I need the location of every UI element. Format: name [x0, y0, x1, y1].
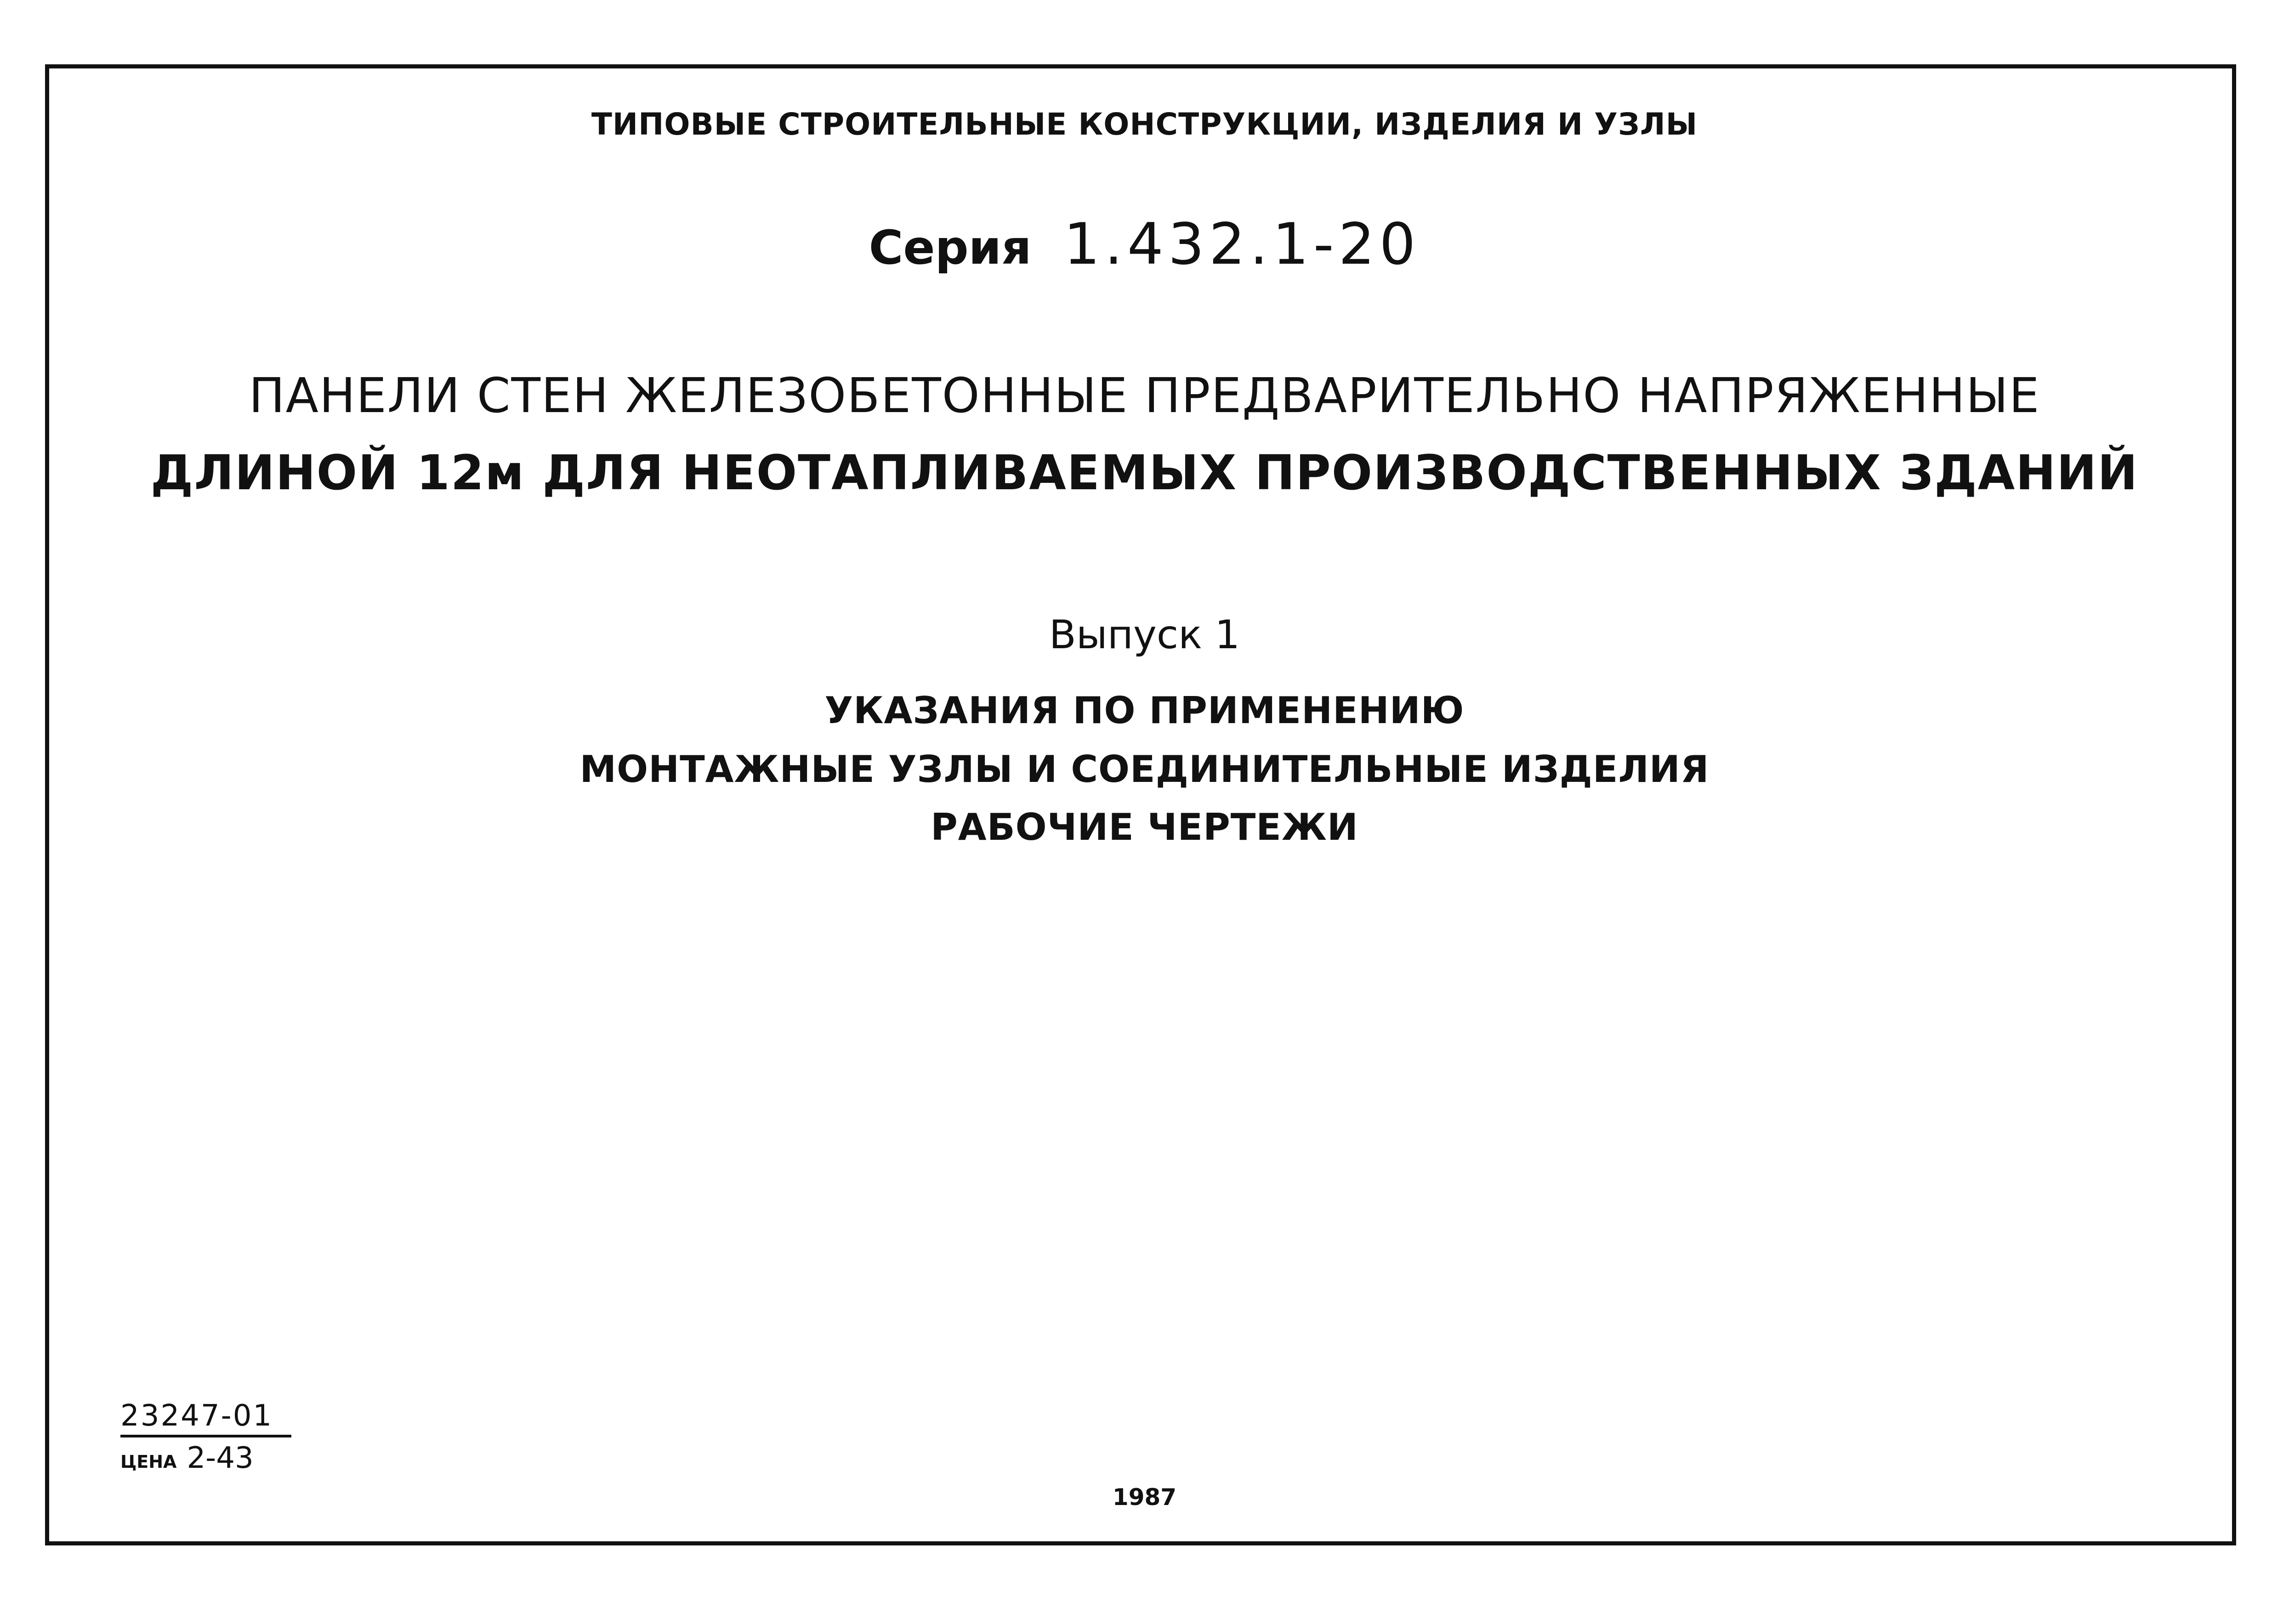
price-label: ЦЕНА: [120, 1452, 177, 1472]
series-line: [0, 211, 2289, 277]
catalog-code: 23247-01: [120, 1399, 291, 1437]
document-header: ТИПОВЫЕ СТРОИТЕЛЬНЫЕ КОНСТРУКЦИИ, ИЗДЕЛИЯ И УЗЛЫ: [591, 107, 1698, 142]
series-label: Серия: [869, 221, 1032, 275]
document-title-line-1: ПАНЕЛИ СТЕН ЖЕЛЕЗОБЕТОННЫЕ ПРЕДВАРИТЕЛЬНО НАПРЯЖЕННЫЕ: [249, 368, 2040, 424]
price-line: [120, 1441, 291, 1475]
document-title-line-2: ДЛИНОЙ 12м ДЛЯ НЕОТАПЛИВАЕМЫХ ПРОИЗВОДСТВЕННЫХ ЗДАНИЙ: [150, 445, 2139, 501]
page-border-frame: [45, 64, 2236, 1545]
series-number: 1.432.1-20: [1063, 211, 1420, 277]
subtitle-working-drawings: РАБОЧИЕ ЧЕРТЕЖИ: [931, 806, 1358, 849]
subtitle-assembly-units: МОНТАЖНЫЕ УЗЛЫ И СОЕДИНИТЕЛЬНЫЕ ИЗДЕЛИЯ: [579, 748, 1710, 791]
catalog-info: [120, 1399, 291, 1475]
issue-number: Выпуск 1: [1049, 612, 1240, 658]
subtitle-application-guidelines: УКАЗАНИЯ ПО ПРИМЕНЕНИЮ: [824, 689, 1465, 732]
publication-year: 1987: [1112, 1484, 1177, 1511]
price-value: 2-43: [187, 1441, 254, 1475]
